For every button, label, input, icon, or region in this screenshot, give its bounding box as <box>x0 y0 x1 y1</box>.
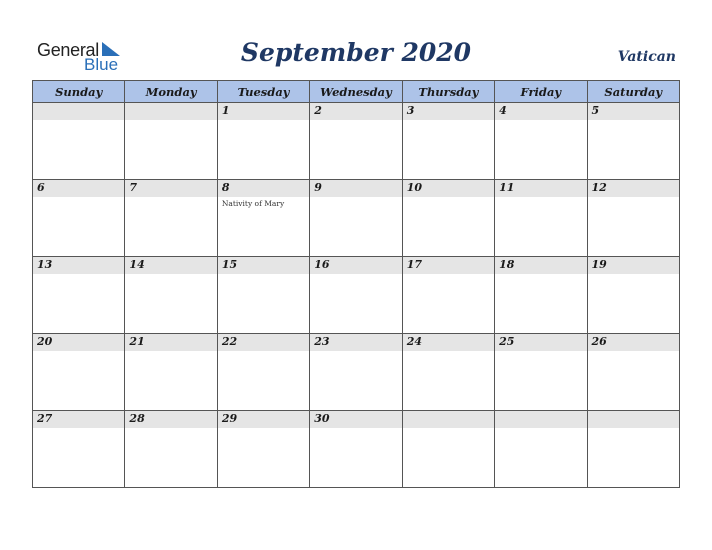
day-number: 25 <box>499 335 515 348</box>
day-number-band <box>403 334 494 351</box>
day-cell <box>33 103 125 180</box>
day-cell <box>587 103 679 180</box>
week-row <box>33 257 680 334</box>
day-number-band <box>310 103 401 120</box>
day-number: 21 <box>129 335 145 348</box>
day-number: 17 <box>406 258 422 271</box>
day-cell <box>310 334 402 411</box>
weekday-sunday: Sunday <box>33 81 125 103</box>
day-cell <box>310 257 402 334</box>
week-row <box>33 411 680 488</box>
logo-text-blue: Blue <box>84 55 119 74</box>
day-number: 30 <box>314 412 330 425</box>
day-number-band <box>495 103 586 120</box>
day-number-band <box>218 411 309 428</box>
day-number-band <box>403 103 494 120</box>
day-cell <box>125 257 217 334</box>
day-number: 20 <box>37 335 53 348</box>
day-number: 15 <box>221 258 238 271</box>
week-row <box>33 103 680 180</box>
day-number-band <box>403 411 494 428</box>
day-cell <box>495 257 587 334</box>
day-number-band <box>588 411 679 428</box>
day-number-band <box>125 103 216 120</box>
day-number-band <box>33 180 124 197</box>
day-cell <box>402 103 494 180</box>
day-cell <box>125 180 217 257</box>
day-number: 8 <box>221 181 230 194</box>
day-number: 4 <box>499 104 507 117</box>
day-number-band <box>495 334 586 351</box>
day-number: 1 <box>221 104 230 117</box>
day-number: 3 <box>406 104 415 117</box>
day-number: 23 <box>314 335 330 348</box>
day-number-band <box>218 103 309 120</box>
weekday-monday: Monday <box>125 81 217 103</box>
day-cell <box>310 411 402 488</box>
day-cell <box>217 257 309 334</box>
day-cell <box>125 334 217 411</box>
day-number: 5 <box>591 104 600 117</box>
day-number: 26 <box>591 335 607 348</box>
day-number: 10 <box>406 181 422 194</box>
day-cell <box>310 103 402 180</box>
day-number: 16 <box>314 258 330 271</box>
week-row <box>33 334 680 411</box>
day-cell <box>217 334 309 411</box>
day-number-band <box>588 334 679 351</box>
day-cell <box>33 257 125 334</box>
day-number-band <box>495 180 586 197</box>
logo-text-general: General <box>37 40 99 60</box>
day-number-band <box>588 257 679 274</box>
day-number: 28 <box>129 412 145 425</box>
day-number-band <box>125 411 216 428</box>
day-cell <box>495 411 587 488</box>
day-number: 2 <box>314 104 322 117</box>
day-cell <box>217 411 309 488</box>
day-cell <box>33 411 125 488</box>
day-cell <box>587 180 679 257</box>
day-number-band <box>310 411 401 428</box>
day-cell <box>587 257 679 334</box>
day-cell <box>125 103 217 180</box>
country-label: Vatican <box>617 49 676 65</box>
day-cell <box>33 334 125 411</box>
day-cell <box>587 411 679 488</box>
week-row <box>33 180 680 257</box>
day-number-band <box>310 180 401 197</box>
day-number: 27 <box>37 412 53 425</box>
weekday-tuesday: Tuesday <box>217 81 309 103</box>
day-number: 18 <box>499 258 515 271</box>
day-cell <box>495 334 587 411</box>
weekday-wednesday: Wednesday <box>310 81 402 103</box>
day-number: 24 <box>406 335 422 348</box>
day-number: 22 <box>221 335 238 348</box>
day-number-band <box>403 180 494 197</box>
day-cell <box>402 411 494 488</box>
day-cell <box>310 180 402 257</box>
day-number: 13 <box>37 258 53 271</box>
day-number-band <box>218 180 309 197</box>
day-cell <box>402 257 494 334</box>
day-number-band <box>495 257 586 274</box>
day-number-band <box>33 411 124 428</box>
day-cell <box>587 334 679 411</box>
weekday-thursday: Thursday <box>402 81 494 103</box>
day-number-band <box>218 257 309 274</box>
day-number-band <box>125 180 216 197</box>
day-cell <box>495 180 587 257</box>
weekday-saturday: Saturday <box>587 81 679 103</box>
day-number: 14 <box>129 258 145 271</box>
day-number-band <box>403 257 494 274</box>
calendar-body <box>33 103 680 488</box>
day-cell <box>402 180 494 257</box>
day-number-band <box>218 334 309 351</box>
day-number-band <box>588 180 679 197</box>
day-number-band <box>495 411 586 428</box>
holiday-label: Nativity of Mary <box>221 199 285 208</box>
day-number: 29 <box>221 412 238 425</box>
day-number-band <box>588 103 679 120</box>
day-number-band <box>125 257 216 274</box>
day-number-band <box>310 257 401 274</box>
day-number-band <box>33 257 124 274</box>
day-cell <box>33 180 125 257</box>
calendar-title: September 2020 <box>240 38 472 67</box>
day-number-band <box>125 334 216 351</box>
day-cell <box>217 103 309 180</box>
day-number: 12 <box>591 181 607 194</box>
day-cell <box>125 411 217 488</box>
day-number-band <box>33 334 124 351</box>
day-cell <box>495 103 587 180</box>
weekday-friday: Friday <box>495 81 587 103</box>
calendar-grid <box>32 80 680 488</box>
day-number: 6 <box>37 181 45 194</box>
day-number-band <box>310 334 401 351</box>
day-cell <box>402 334 494 411</box>
day-number: 9 <box>314 181 322 194</box>
day-number: 11 <box>499 181 515 194</box>
day-number: 19 <box>591 258 607 271</box>
day-number-band <box>33 103 124 120</box>
weekday-header-row <box>33 81 680 103</box>
day-cell <box>217 180 309 257</box>
day-number: 7 <box>129 181 138 194</box>
